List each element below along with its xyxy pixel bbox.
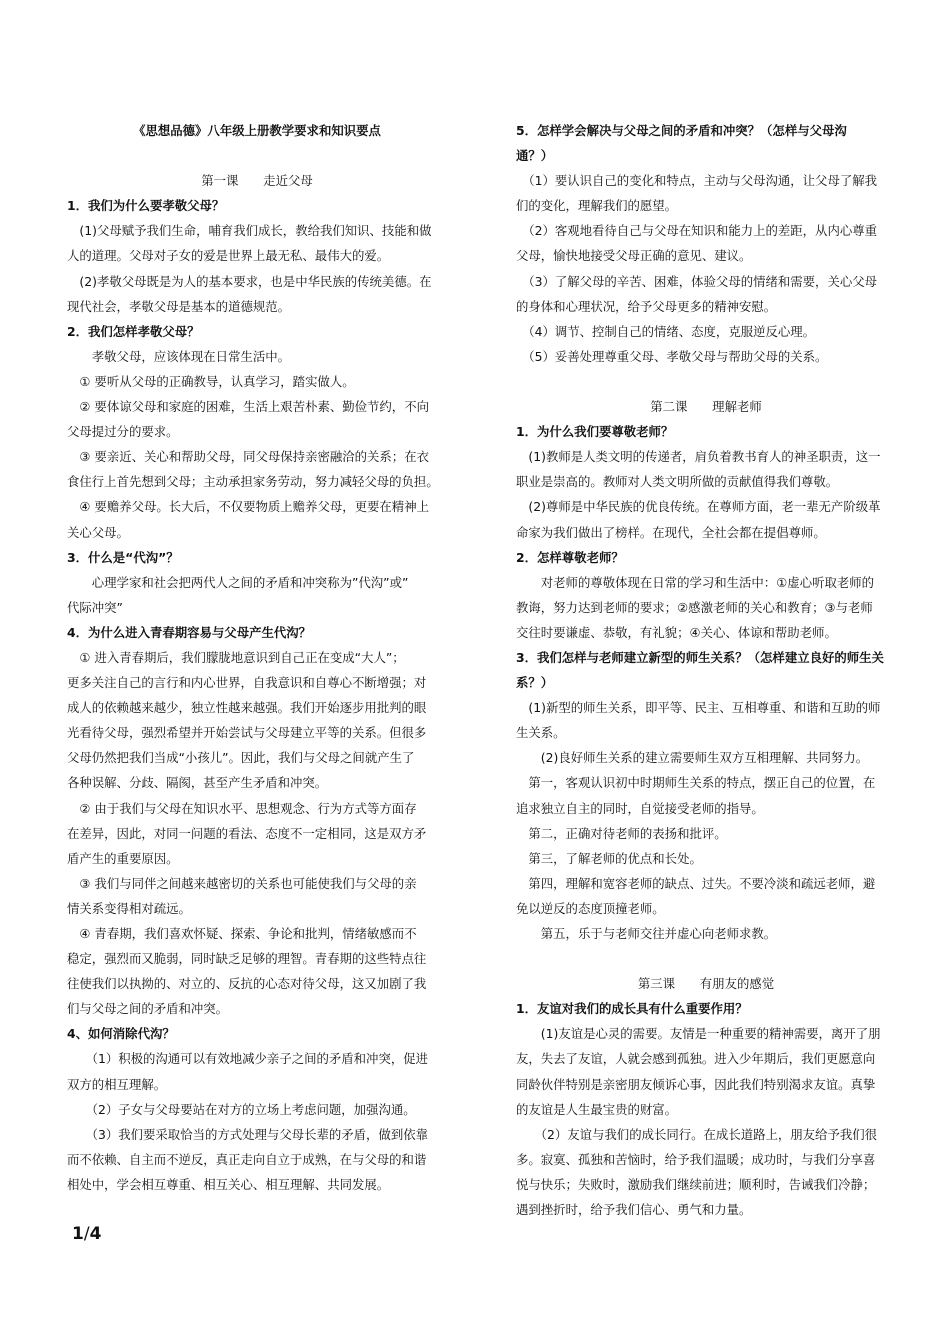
text-line: (2)孝敬父母既是为人的基本要求，也是中华民族的传统美德。在 — [67, 273, 432, 289]
text-line: 父母，愉快地接受父母正确的意见、建议。 — [516, 248, 752, 264]
text-line: 往使我们以执拗的、对立的、反抗的心态对待父母，这又加剧了我 — [67, 976, 427, 992]
text-line: 各种误解、分歧、隔阂，甚至产生矛盾和冲突。 — [67, 775, 328, 791]
section-heading: 4．为什么进入青春期容易与父母产生代沟？ — [67, 624, 312, 640]
text-line — [516, 946, 896, 971]
section-heading: 4、如何消除代沟？ — [67, 1026, 175, 1042]
text-line: (1)新型的师生关系，即平等、民主、互相尊重、和谐和互助的师 — [516, 700, 881, 716]
text-line: （3）了解父母的辛苦、困难，体验父母的情绪和需要，关心父母 — [516, 273, 878, 289]
text-line: （3）我们要采取恰当的方式处理与父母长辈的矛盾，做到依靠 — [67, 1126, 429, 1142]
text-line: 盾产生的重要原因。 — [67, 850, 179, 866]
text-line: （2）客观地看待自己与父母在知识和能力上的差距，从内心尊重 — [516, 223, 878, 239]
right-column — [516, 118, 896, 1222]
text-line: 心理学家和社会把两代人之间的矛盾和冲突称为”代沟”或” — [67, 574, 409, 590]
text-line — [516, 369, 896, 394]
text-line: 稳定，强烈而又脆弱，同时缺乏足够的理智。青春期的这些特点往 — [67, 951, 427, 967]
text-line: 孝敬父母，应该体现在日常生活中。 — [67, 348, 291, 364]
text-line: 情关系变得相对疏远。 — [67, 900, 191, 916]
text-line: ④ 要赡养父母。长大后，不仅要物质上赡养父母，更要在精神上 — [67, 499, 429, 515]
text-line: ① 进入青春期后，我们朦胧地意识到自己正在变成“大人”； — [67, 649, 405, 665]
text-line: 人的道理。父母对子女的爱是世界上最无私、最伟大的爱。 — [67, 248, 390, 264]
text-line: 在差异，因此，对同一问题的看法、态度不一定相同，这是双方矛 — [67, 825, 427, 841]
page-number — [72, 1224, 101, 1244]
left-column — [67, 118, 447, 1197]
section-heading: 1．我们为什么要孝敬父母？ — [67, 198, 225, 214]
text-line: ③ 要亲近、关心和帮助父母，同父母保持亲密融洽的关系；在衣 — [67, 449, 429, 465]
text-line: 第二，正确对待老师的表扬和批评。 — [516, 825, 727, 841]
text-line: 对老师的尊敬体现在日常的学习和生活中：①虚心听取老师的 — [516, 574, 875, 590]
text-line: （4）调节、控制自己的情绪、态度，克服逆反心理。 — [516, 323, 816, 339]
text-line: 悦与快乐；失败时，激励我们继续前进；顺利时，告诫我们冷静； — [516, 1176, 876, 1192]
text-line: 父母仍然把我们当成“小孩儿”。因此，我们与父母之间就产生了 — [67, 750, 415, 766]
lesson-title: 第一课 走近父母 — [201, 173, 313, 189]
text-line: 双方的相互理解。 — [67, 1076, 167, 1092]
text-line: 代际冲突” — [67, 599, 123, 615]
text-line: 第一，客观认识初中时期师生关系的特点，摆正自己的位置，在 — [516, 775, 876, 791]
text-line: 第四，理解和宽容老师的缺点、过失。不要冷淡和疏远老师，避 — [516, 875, 876, 891]
lesson-title: 第三课 有朋友的感觉 — [637, 976, 775, 992]
text-line: 食住行上首先想到父母；主动承担家务劳动，努力减轻父母的负担。 — [67, 474, 439, 490]
section-heading: 2．我们怎样孝敬父母？ — [67, 323, 200, 339]
text-line: (2)良好师生关系的建立需要师生双方互相理解、共同努力。 — [516, 750, 869, 766]
text-line: 命家为我们做出了榜样。在现代，全社会都在提倡尊师。 — [516, 524, 826, 540]
text-line: 第三，了解老师的优点和长处。 — [516, 850, 702, 866]
text-line: 职业是崇高的。教师对人类文明所做的贡献值得我们尊敬。 — [516, 474, 839, 490]
section-heading: 通？） — [516, 148, 554, 164]
page-total: 4 — [89, 1224, 102, 1244]
text-line: 生关系。 — [516, 725, 566, 741]
text-line: ③ 我们与同伴之间越来越密切的关系也可能使我们与父母的亲 — [67, 875, 417, 891]
text-line: (1)友谊是心灵的需要。友情是一种重要的精神需要，离开了朋 — [516, 1026, 881, 1042]
text-line: 的友谊是人生最宝贵的财富。 — [516, 1101, 678, 1117]
text-line: 光看待父母，强烈希望并开始尝试与父母建立平等的关系。但很多 — [67, 725, 427, 741]
page-current: 1 — [72, 1224, 84, 1244]
section-heading: 3．我们怎样与老师建立新型的师生关系？（怎样建立良好的师生关 — [516, 649, 884, 665]
text-line: (1)父母赋予我们生命，哺育我们成长，教给我们知识、技能和做 — [67, 223, 432, 239]
text-line — [67, 143, 447, 168]
text-line: 遇到挫折时，给予我们信心、勇气和力量。 — [516, 1202, 752, 1218]
text-line: ② 由于我们与父母在知识水平、思想观念、行为方式等方面存 — [67, 800, 417, 816]
text-line: 多。寂寞、孤独和苦恼时，给予我们温暖；成功时，与我们分享喜 — [516, 1151, 876, 1167]
text-line: 第五，乐于与老师交往并虚心向老师求教。 — [516, 926, 777, 941]
text-line: 追求独立自主的同时，自觉接受老师的指导。 — [516, 800, 764, 816]
text-line: 交往时要谦虚、恭敬，有礼貌；④关心、体谅和帮助老师。 — [516, 624, 837, 640]
text-line: 父母提过分的要求。 — [67, 424, 179, 440]
page-separator: / — [83, 1224, 90, 1244]
section-heading: 系？） — [516, 675, 554, 691]
text-line: 成人的依赖越来越少，独立性越来越强。我们开始逐步用批判的眼 — [67, 700, 427, 716]
text-line: 现代社会，孝敬父母是基本的道德规范。 — [67, 298, 291, 314]
text-line: 更多关注自己的言行和内心世界，自我意识和自尊心不断增强；对 — [67, 675, 427, 691]
text-line: （1）积极的沟通可以有效地减少亲子之间的矛盾和冲突，促进 — [67, 1051, 429, 1067]
text-line: 友，失去了友谊，人就会感到孤独。进入少年期后，我们更愿意向 — [516, 1051, 876, 1067]
text-line: ④ 青春期，我们喜欢怀疑、探索、争论和批判，情绪敏感而不 — [67, 926, 417, 941]
section-heading: 1．友谊对我们的成长具有什么重要作用？ — [516, 1001, 748, 1017]
text-line: (1)教师是人类文明的传递者，肩负着教书育人的神圣职责，这一 — [516, 449, 881, 465]
text-line: (2)尊师是中华民族的优良传统。在尊师方面，老一辈无产阶级革 — [516, 499, 881, 515]
text-line: 相处中，学会相互尊重、相互关心、相互理解、共同发展。 — [67, 1176, 390, 1192]
text-line: ① 要听从父母的正确教导，认真学习，踏实做人。 — [67, 373, 355, 389]
text-line: （5）妥善处理尊重父母、孝敬父母与帮助父母的关系。 — [516, 348, 828, 364]
text-line: 同龄伙伴特别是亲密朋友倾诉心事，因此我们特别渴求友谊。真挚 — [516, 1076, 876, 1092]
section-heading: 3．什么是“代沟”？ — [67, 549, 179, 565]
text-line: 而不依赖、自主而不逆反，真正走向自立于成熟，在与父母的和谐 — [67, 1151, 427, 1167]
text-line: 们与父母之间的矛盾和冲突。 — [67, 1001, 229, 1017]
text-line: 的身体和心理状况，给予父母更多的精神安慰。 — [516, 298, 777, 314]
text-line: 教诲，努力达到老师的要求；②感激老师的关心和教育；③与老师 — [516, 599, 873, 615]
section-heading: 2．怎样尊敬老师？ — [516, 549, 624, 565]
text-line: 们的变化，理解我们的愿望。 — [516, 198, 678, 214]
section-heading: 5．怎样学会解决与父母之间的矛盾和冲突？（怎样与父母沟 — [516, 123, 847, 138]
text-line: 关心父母。 — [67, 524, 129, 540]
text-line: （2）子女与父母要站在对方的立场上考虑问题，加强沟通。 — [67, 1101, 416, 1117]
text-line: ② 要体谅父母和家庭的困难，生活上艰苦朴素、勤俭节约，不向 — [67, 399, 429, 415]
text-line: （1）要认识自己的变化和特点，主动与父母沟通，让父母了解我 — [516, 173, 878, 189]
text-line: （2）友谊与我们的成长同行。在成长道路上，朋友给予我们很 — [516, 1126, 878, 1142]
section-heading: 《思想品德》八年级上册教学要求和知识要点 — [133, 123, 381, 138]
section-heading: 1．为什么我们要尊敬老师？ — [516, 424, 674, 440]
lesson-title: 第二课 理解老师 — [650, 399, 762, 415]
text-line: 免以逆反的态度顶撞老师。 — [516, 900, 665, 916]
